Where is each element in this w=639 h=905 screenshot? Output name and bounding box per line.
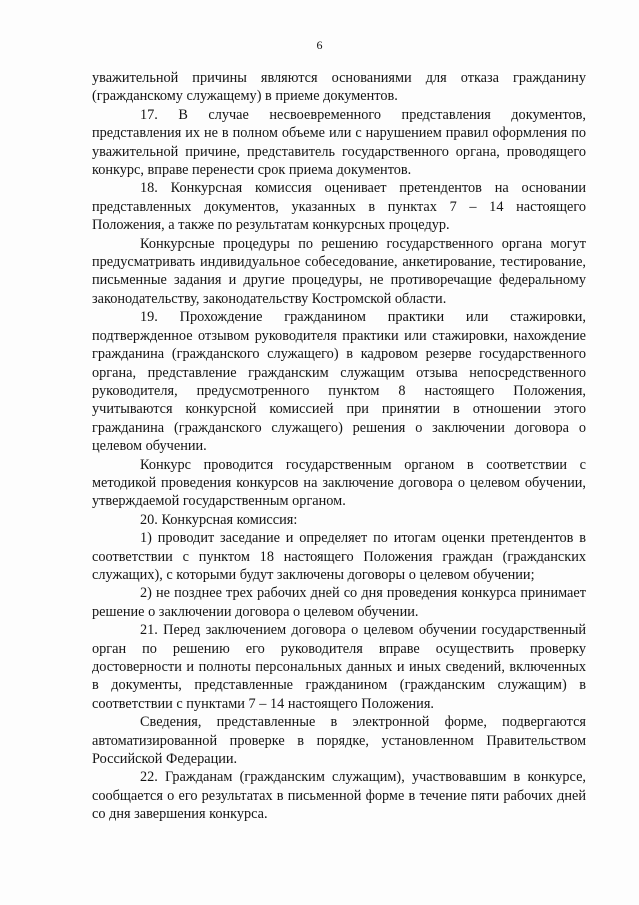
paragraph: 1) проводит заседание и определяет по итогам оценки претендентов в соответствии с пунктом 18 настоящего Положения граждан (гражданских служащих), с которыми будут заключены договоры о целевом обучении; bbox=[92, 530, 586, 583]
paragraph: 2) не позднее трех рабочих дней со дня проведения конкурса принимает решение о заключении договора о целевом обучении. bbox=[92, 585, 586, 620]
paragraph: 18. Конкурсная комиссия оценивает претендентов на основании представленных документов, указанных в пунктах 7 – 14 настоящего Положения, а также по результатам конкурсных процедур. bbox=[92, 180, 586, 234]
paragraph: 20. Конкурсная комиссия: bbox=[140, 511, 298, 528]
paragraph: 22. Гражданам (гражданским служащим), участвовавшим в конкурсе, сообщается о его результатах в письменной форме в течение пяти рабочих дней со дня завершения конкурса. bbox=[92, 769, 586, 823]
paragraph: 17. В случае несвоевременного представления документов, представления их не в полном объеме или с нарушением правил оформления по уважительной причине, представитель государственного органа, проводящего конкурс, вправе перенести срок приема документов. bbox=[92, 106, 586, 179]
page-number: 6 bbox=[316, 38, 323, 52]
paragraph: Конкурс проводится государственным органом в соответствии с методикой проведения конкурсов на заключение договора о целевом обучении, утверждаемой государственным органом. bbox=[92, 456, 586, 510]
paragraph: Сведения, представленные в электронной форме, подвергаются автоматизированной проверке в порядке, установленном Правительством Российской Федерации. bbox=[92, 714, 586, 768]
paragraph: 21. Перед заключением договора о целевом обучении государственный орган по решению его руководителя вправе осуществить проверку достоверности и полноты персональных данных и иных сведений, включенных в документы, представленные гражданином (гражданским служащим) в соответствии с пунктами 7 – 14 настоящего Положения. bbox=[92, 622, 586, 712]
paragraph: уважительной причины являются основаниями для отказа гражданину (гражданскому служащему) в приеме документов. bbox=[92, 70, 586, 105]
paragraph: 19. Прохождение гражданином практики или стажировки, подтвержденное отзывом руководителя практики или стажировки, нахождение гражданина (гражданского служащего) в кадровом резерве государственного органа, представление гражданским служащим отзыва непосредственного руководителя, предусмотренного пунктом 8 настоящего Положения, учитываются конкурсной комиссией при принятии в отношении этого гражданина (гражданского служащего) решения о заключении договора о целевом обучении. bbox=[92, 309, 586, 455]
paragraph: Конкурсные процедуры по решению государственного органа могут предусматривать индивидуальное собеседование, анкетирование, тестирование, письменные задания и другие процедуры, не противоречащие федеральному законодательству, законодательству Костромской области. bbox=[92, 235, 586, 307]
document-body bbox=[92, 69, 586, 824]
